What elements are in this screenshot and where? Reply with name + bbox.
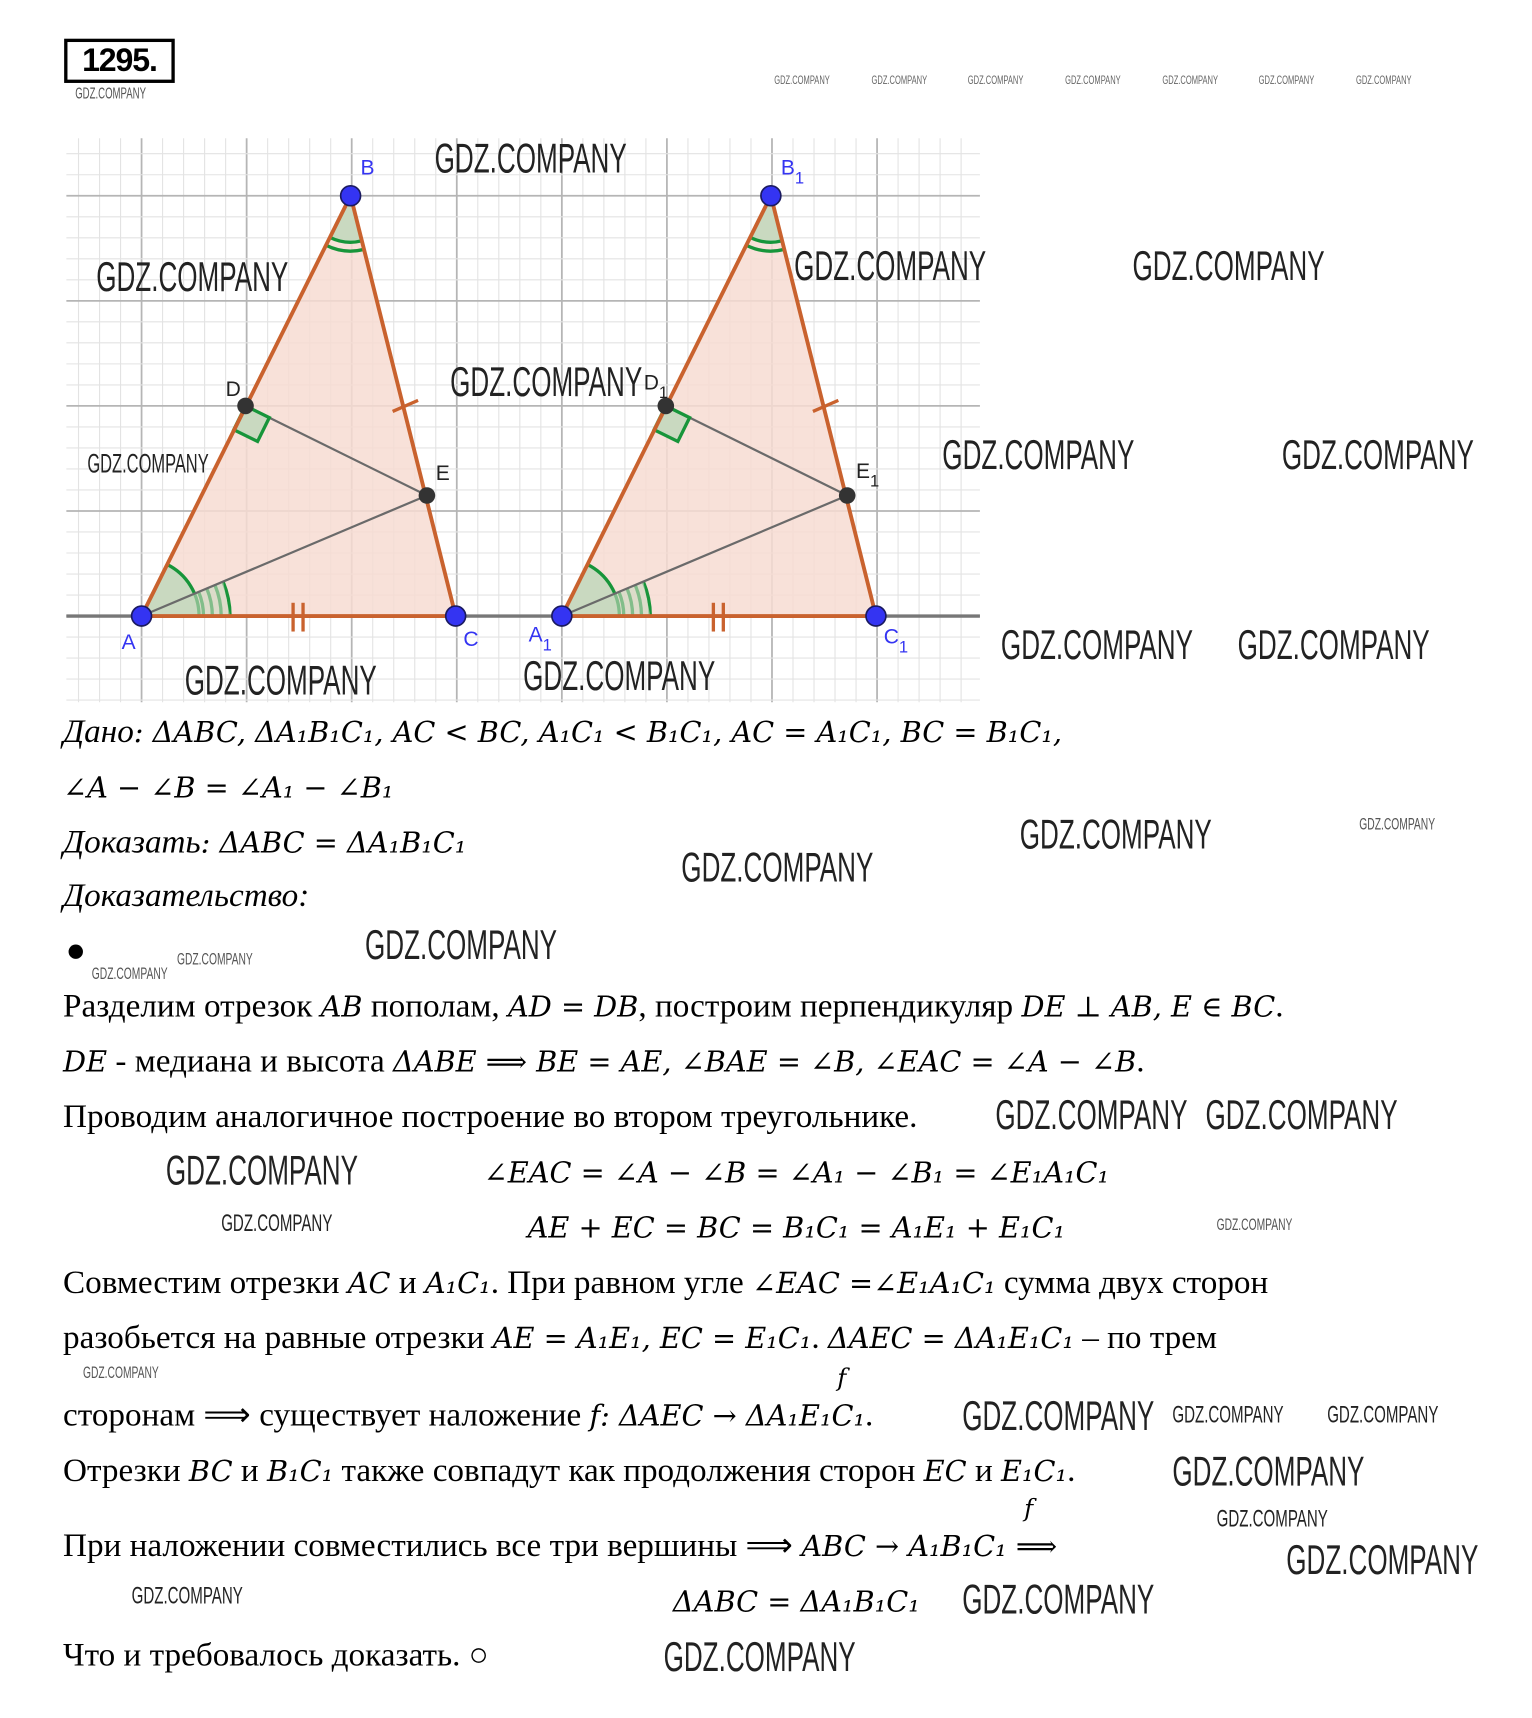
text-run: и bbox=[390, 1264, 425, 1301]
math-expression: AE = A₁E₁, EC = E₁C₁ bbox=[492, 1322, 812, 1356]
watermark: GDZ.COMPANY bbox=[221, 1208, 333, 1237]
text-run: Отрезки bbox=[63, 1452, 189, 1489]
proof-line bbox=[63, 874, 309, 918]
text-run: . bbox=[1136, 1042, 1145, 1080]
point-subscript: 1 bbox=[794, 168, 805, 188]
text-run: . bbox=[811, 1319, 828, 1356]
text-run: - медиана и высота bbox=[107, 1042, 393, 1080]
point-letter: E bbox=[435, 462, 450, 486]
vertex-point bbox=[446, 606, 466, 626]
proof-line bbox=[63, 765, 393, 810]
text-run: , построим перпендикуляр bbox=[638, 987, 1022, 1025]
watermark: GDZ.COMPANY bbox=[364, 922, 558, 969]
text-run: сумма двух сторон bbox=[995, 1264, 1269, 1301]
watermark: GDZ.COMPANY bbox=[1355, 74, 1412, 88]
math-expression: ΔAEC = ΔA₁E₁C₁ bbox=[827, 1322, 1074, 1356]
math-expression: ABC → A₁B₁C₁ ⟹ bbox=[801, 1530, 1058, 1564]
watermark: GDZ.COMPANY bbox=[774, 74, 830, 88]
point-label bbox=[436, 462, 450, 485]
text-run: Доказательство: bbox=[63, 877, 310, 914]
watermark: GDZ.COMPANY bbox=[1281, 432, 1474, 479]
proof-line bbox=[63, 1261, 1268, 1306]
watermark: GDZ.COMPANY bbox=[1065, 74, 1121, 88]
watermark: GDZ.COMPANY bbox=[434, 136, 627, 183]
bullet-point bbox=[69, 945, 83, 959]
watermark: GDZ.COMPANY bbox=[165, 1148, 358, 1195]
watermark: GDZ.COMPANY bbox=[1000, 622, 1193, 670]
point-letter: D bbox=[643, 371, 659, 395]
point-label bbox=[361, 157, 375, 180]
watermark: GDZ.COMPANY bbox=[871, 74, 928, 88]
proof-line bbox=[63, 1449, 1075, 1494]
watermark: GDZ.COMPANY bbox=[1327, 1400, 1439, 1428]
watermark: GDZ.COMPANY bbox=[962, 1577, 1155, 1624]
watermark: GDZ.COMPANY bbox=[87, 449, 209, 479]
watermark: GDZ.COMPANY bbox=[1205, 1092, 1398, 1140]
math-expression: DE ⊥ AB, E ∈ BC bbox=[1021, 990, 1276, 1025]
proof-line bbox=[63, 1634, 489, 1678]
text-run: также совпадут как продолжения сторон bbox=[333, 1452, 924, 1489]
vertex-point bbox=[552, 606, 572, 626]
point-letter: D bbox=[225, 377, 241, 401]
text-run: Совместим отрезки bbox=[63, 1264, 348, 1301]
watermark: GDZ.COMPANY bbox=[1237, 622, 1430, 670]
math-expression: DE bbox=[63, 1046, 108, 1080]
text-run: . bbox=[865, 1396, 874, 1434]
watermark: GDZ.COMPANY bbox=[663, 1634, 856, 1682]
math-expression: ΔABC = ΔA₁B₁C₁ bbox=[672, 1586, 920, 1620]
vertex-point bbox=[341, 186, 361, 206]
point-subscript: 1 bbox=[870, 471, 880, 491]
watermark: GDZ.COMPANY bbox=[1216, 1215, 1293, 1235]
mapping-label: f bbox=[1024, 1495, 1034, 1523]
point-letter: B bbox=[360, 156, 375, 180]
vertex-point bbox=[132, 606, 152, 626]
point-letter: E bbox=[856, 459, 871, 483]
proof-line bbox=[63, 984, 1283, 1029]
point-subscript: 1 bbox=[542, 635, 552, 655]
geometry-figure bbox=[0, 0, 1532, 719]
math-expression: AD = DB bbox=[507, 990, 639, 1025]
math-expression: ∠A − ∠B = ∠A₁ − ∠B₁ bbox=[63, 771, 394, 806]
watermark: GDZ.COMPANY bbox=[450, 359, 643, 406]
point-letter: A bbox=[121, 631, 136, 655]
math-expression: ∠EAC =∠E₁A₁C₁ bbox=[751, 1267, 996, 1301]
text-run: Доказать bbox=[63, 823, 201, 861]
watermark: GDZ.COMPANY bbox=[82, 1363, 159, 1383]
math-expression: B₁C₁ bbox=[266, 1455, 334, 1489]
math-expression: f: ΔAEC → ΔA₁E₁C₁ bbox=[589, 1400, 866, 1434]
math-expression: BC bbox=[188, 1455, 233, 1489]
text-run: . bbox=[1067, 1452, 1076, 1489]
watermark: GDZ.COMPANY bbox=[1359, 815, 1436, 834]
watermark: GDZ.COMPANY bbox=[1132, 243, 1325, 290]
math-expression: AE + EC = BC = B₁C₁ = A₁E₁ + E₁C₁ bbox=[527, 1212, 1066, 1246]
proof-line bbox=[63, 821, 466, 866]
point-label bbox=[856, 460, 879, 491]
problem-number: 1295. bbox=[64, 39, 175, 83]
watermark: GDZ.COMPANY bbox=[1162, 74, 1219, 88]
text-run: разобьется на равные отрезки bbox=[63, 1319, 493, 1356]
watermark: GDZ.COMPANY bbox=[131, 1581, 243, 1610]
proof-line bbox=[63, 1524, 1057, 1569]
math-expression: AC bbox=[347, 1267, 391, 1301]
point-subscript: 1 bbox=[658, 383, 669, 403]
text-run: – по трем bbox=[1073, 1319, 1217, 1356]
watermark: GDZ.COMPANY bbox=[75, 84, 146, 102]
watermark: GDZ.COMPANY bbox=[1216, 1504, 1328, 1532]
watermark: GDZ.COMPANY bbox=[681, 844, 874, 892]
text-run: сторонам ⟹ существует наложение bbox=[63, 1396, 590, 1434]
text-run: При наложении совместились все три вершины ⟹ bbox=[63, 1527, 802, 1564]
text-run: . bbox=[1275, 987, 1284, 1025]
watermark: GDZ.COMPANY bbox=[995, 1092, 1188, 1140]
watermark: GDZ.COMPANY bbox=[794, 243, 987, 290]
point-label bbox=[463, 628, 478, 651]
math-expression: AB bbox=[320, 990, 363, 1025]
watermark: GDZ.COMPANY bbox=[1172, 1448, 1365, 1496]
text-run: пополам, bbox=[362, 987, 508, 1025]
point-letter: A bbox=[528, 623, 543, 647]
proof-line bbox=[63, 710, 1062, 755]
math-expression: ∠EAC = ∠A − ∠B = ∠A₁ − ∠B₁ = ∠E₁A₁C₁ bbox=[483, 1156, 1110, 1191]
proof-line bbox=[528, 1206, 1065, 1251]
watermark: GDZ.COMPANY bbox=[523, 653, 716, 701]
vertex-point bbox=[761, 186, 781, 206]
math-expression: : ΔABC, ΔA₁B₁C₁, AC < BC, A₁C₁ < B₁C₁, AC = A₁C₁, BC = B₁C₁, bbox=[133, 716, 1063, 750]
point-letter: C bbox=[463, 627, 479, 651]
proof-line bbox=[63, 1394, 873, 1439]
aux-point bbox=[839, 487, 856, 504]
point-label bbox=[644, 371, 668, 402]
proof-line bbox=[63, 1040, 1145, 1085]
watermark: GDZ.COMPANY bbox=[1286, 1537, 1479, 1584]
watermark: GDZ.COMPANY bbox=[1258, 74, 1315, 88]
proof-line bbox=[63, 1095, 917, 1139]
point-label bbox=[122, 631, 136, 654]
proof-line bbox=[63, 1316, 1217, 1361]
text-run: Проводим аналогичное построение во втором треугольнике. bbox=[63, 1098, 918, 1135]
watermark: GDZ.COMPANY bbox=[1172, 1400, 1284, 1428]
math-expression: E₁C₁ bbox=[1001, 1455, 1068, 1489]
point-letter: C bbox=[883, 625, 899, 649]
proof-line bbox=[484, 1150, 1109, 1195]
proof-line bbox=[673, 1579, 920, 1624]
watermark: GDZ.COMPANY bbox=[1019, 811, 1212, 859]
point-subscript: 1 bbox=[898, 637, 909, 657]
math-expression: : ΔABC = ΔA₁B₁C₁ bbox=[200, 827, 467, 861]
watermark: GDZ.COMPANY bbox=[967, 74, 1024, 88]
aux-point bbox=[419, 487, 436, 504]
point-label bbox=[884, 626, 908, 657]
math-expression: A₁C₁ bbox=[424, 1267, 491, 1301]
watermark: GDZ.COMPANY bbox=[184, 658, 377, 705]
watermark: GDZ.COMPANY bbox=[96, 254, 289, 301]
math-expression: ΔABE ⟹ BE = AE, ∠BAE = ∠B, ∠EAC = ∠A − ∠B bbox=[392, 1046, 1137, 1080]
watermark: GDZ.COMPANY bbox=[176, 950, 253, 969]
text-run: и bbox=[232, 1452, 267, 1489]
watermark: GDZ.COMPANY bbox=[91, 964, 168, 984]
text-run: Что и требовалось доказать. ○ bbox=[63, 1636, 489, 1674]
text-run: Дано bbox=[63, 713, 134, 750]
point-label bbox=[226, 378, 241, 401]
point-letter: B bbox=[780, 156, 795, 180]
watermark: GDZ.COMPANY bbox=[942, 432, 1135, 479]
vertex-point bbox=[866, 606, 886, 626]
math-expression: EC bbox=[923, 1455, 967, 1489]
text-run: и bbox=[966, 1452, 1002, 1489]
text-run: . При равном угле bbox=[490, 1264, 752, 1301]
mapping-label: f bbox=[837, 1364, 847, 1393]
text-run: Разделим отрезок bbox=[63, 987, 321, 1025]
watermark: GDZ.COMPANY bbox=[962, 1393, 1155, 1441]
